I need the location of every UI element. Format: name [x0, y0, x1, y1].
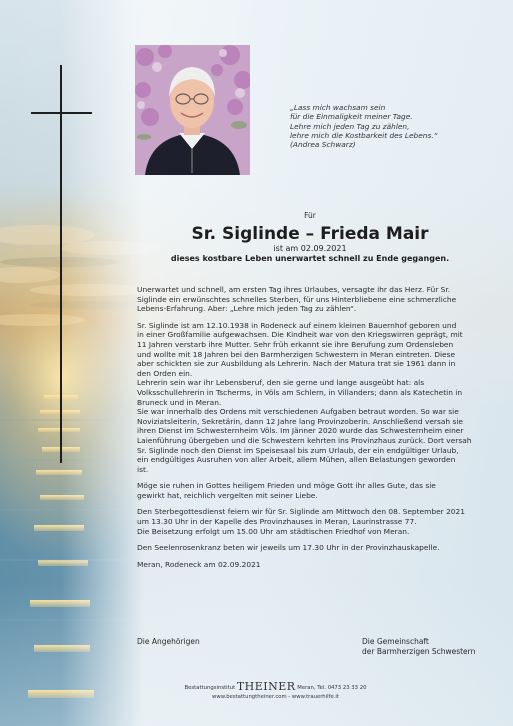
quote-line: für die Einmaligkeit meiner Tage. [290, 112, 413, 122]
text-line: ein endgültiges Ausruhen von aller Arbeit, allem Mühen, allen Belastungen geworden [137, 455, 456, 465]
text-line: Siglinde ein erwünschtes schnelles Sterben, für uns Hinterbliebene eine schmerzliche [137, 294, 457, 304]
text-line: ihren Dienst im Schwesternheim Völs. Im Jänner 2020 wurde das Schwesternheim einer [137, 426, 464, 436]
cross-horizontal-bar [31, 112, 92, 114]
quote-line: Lehre mich jeden Tag zu zählen, [290, 121, 410, 131]
footer-contact: Meran, Tel. 0473 23 33 20 [297, 685, 367, 691]
deceased-name: Sr. Siglinde – Frieda Mair [191, 224, 429, 244]
text-line: Lehrerin sein war ihr Lebensberuf, den sie gerne und lange ausgeübt hat: als [137, 378, 425, 388]
footer-prefix: Bestattungsinstitut [184, 685, 236, 691]
paragraph [137, 560, 482, 570]
date-line: ist am 02.09.2021 [273, 244, 347, 253]
text-line: ist. [137, 464, 149, 474]
text-line: Sie war innerhalb des Ordens mit verschiedenen Aufgaben betraut worden. So war sie [137, 407, 459, 417]
paragraph [137, 507, 482, 536]
paragraph [137, 321, 482, 475]
cross-vertical-bar [60, 65, 62, 463]
signature-relatives: Die Angehörigen [137, 637, 200, 646]
text-line: den Orden ein. [137, 368, 193, 378]
quote-block [290, 103, 480, 149]
for-label: Für [304, 211, 316, 220]
text-line: 11 Jahren verstarb ihre Mutter. Sehr früh erkannt sie ihre Berufung zum Ordensleben [137, 339, 454, 349]
text-line: Den Sterbegottesdienst feiern wir für Sr. Siglinde am Mittwoch den 08. September 2021 [137, 507, 465, 517]
signature-line: der Barmherzigen Schwestern [362, 646, 476, 656]
portrait-photo [135, 45, 250, 175]
signature-community [362, 637, 475, 656]
paragraph [137, 285, 482, 314]
funeral-home-footer [0, 680, 513, 700]
paragraph [137, 481, 482, 500]
text-line: Bruneck und in Meran. [137, 397, 222, 407]
text-line: um 13.30 Uhr in der Kapelle des Provinzhauses in Meran, Laurinstrasse 77. [137, 517, 417, 527]
paragraph [137, 543, 482, 553]
footer-websites[interactable]: www.bestattungtheiner.com - www.trauerhilfe.it [212, 694, 339, 700]
text-line: Laienführung übergeben und die Schwestern kehrten ins Provinzhaus zurück. Dort versah [137, 435, 472, 445]
quote-author: (Andrea Schwarz) [290, 140, 356, 150]
text-line: in einer Großfamilie aufgewachsen. Die Kindheit war von den Kriegswirren geprägt, mit [137, 330, 463, 340]
quote-line: „Lass mich wachsam sein [290, 103, 386, 112]
text-line: Volksschullehrerin in Tscherms, in Völs am Schlern, in Villanders; dann als Katechetin in [137, 387, 463, 397]
obituary-text [137, 285, 482, 576]
place-date-line: Meran, Rodeneck am 02.09.2021 [137, 559, 261, 569]
text-line: Lebens-Erfahrung. Aber: „Lehre mich jeden Tag zu zählen“. [137, 304, 357, 314]
text-line: Den Seelenrosenkranz beten wir jeweils um 17.30 Uhr in der Provinzhauskapelle. [137, 543, 440, 553]
text-line: Sr. Siglinde ist am 12.10.1938 in Rodeneck auf einem kleinen Bauernhof geboren und [137, 320, 457, 330]
text-line: Die Beisetzung erfolgt um 15.00 Uhr am städtischen Friedhof von Meran. [137, 526, 410, 536]
text-line: Noviziatsleiterin, Sekretärin, dann 12 Jahre lang Provinzoberin. Anschließend versah sie [137, 416, 464, 426]
subtitle: dieses kostbare Leben unerwartet schnell zu Ende gegangen. [170, 254, 450, 263]
theiner-logo: THEINER [236, 680, 296, 693]
text-line: Möge sie ruhen in Gottes heiligem Frieden und möge Gott ihr alles Gute, das sie [137, 481, 436, 491]
quote-line: lehre mich die Kostbarkeit des Lebens.“ [290, 130, 438, 140]
signature-line: Die Gemeinschaft [362, 637, 429, 646]
text-line: und wollte mit 18 Jahren bei den Barmherzigen Schwestern in Meran eintreten. Diese [137, 349, 456, 359]
text-line: gewirkt hat, reichlich vergelten mit seiner Liebe. [137, 490, 318, 500]
text-line: Unerwartet und schnell, am ersten Tag ihres Urlaubes, versagte ihr das Herz. Für Sr. [137, 285, 451, 294]
text-line: Sr. Siglinde noch den Dienst im Speisesaal bis zum Urlaub, der ein endgültiger Urlaub, [137, 445, 459, 455]
text-line: aber schickten sie zur Ausbildung als Lehrerin. Nach der Matura trat sie 1961 dann in [137, 359, 456, 369]
